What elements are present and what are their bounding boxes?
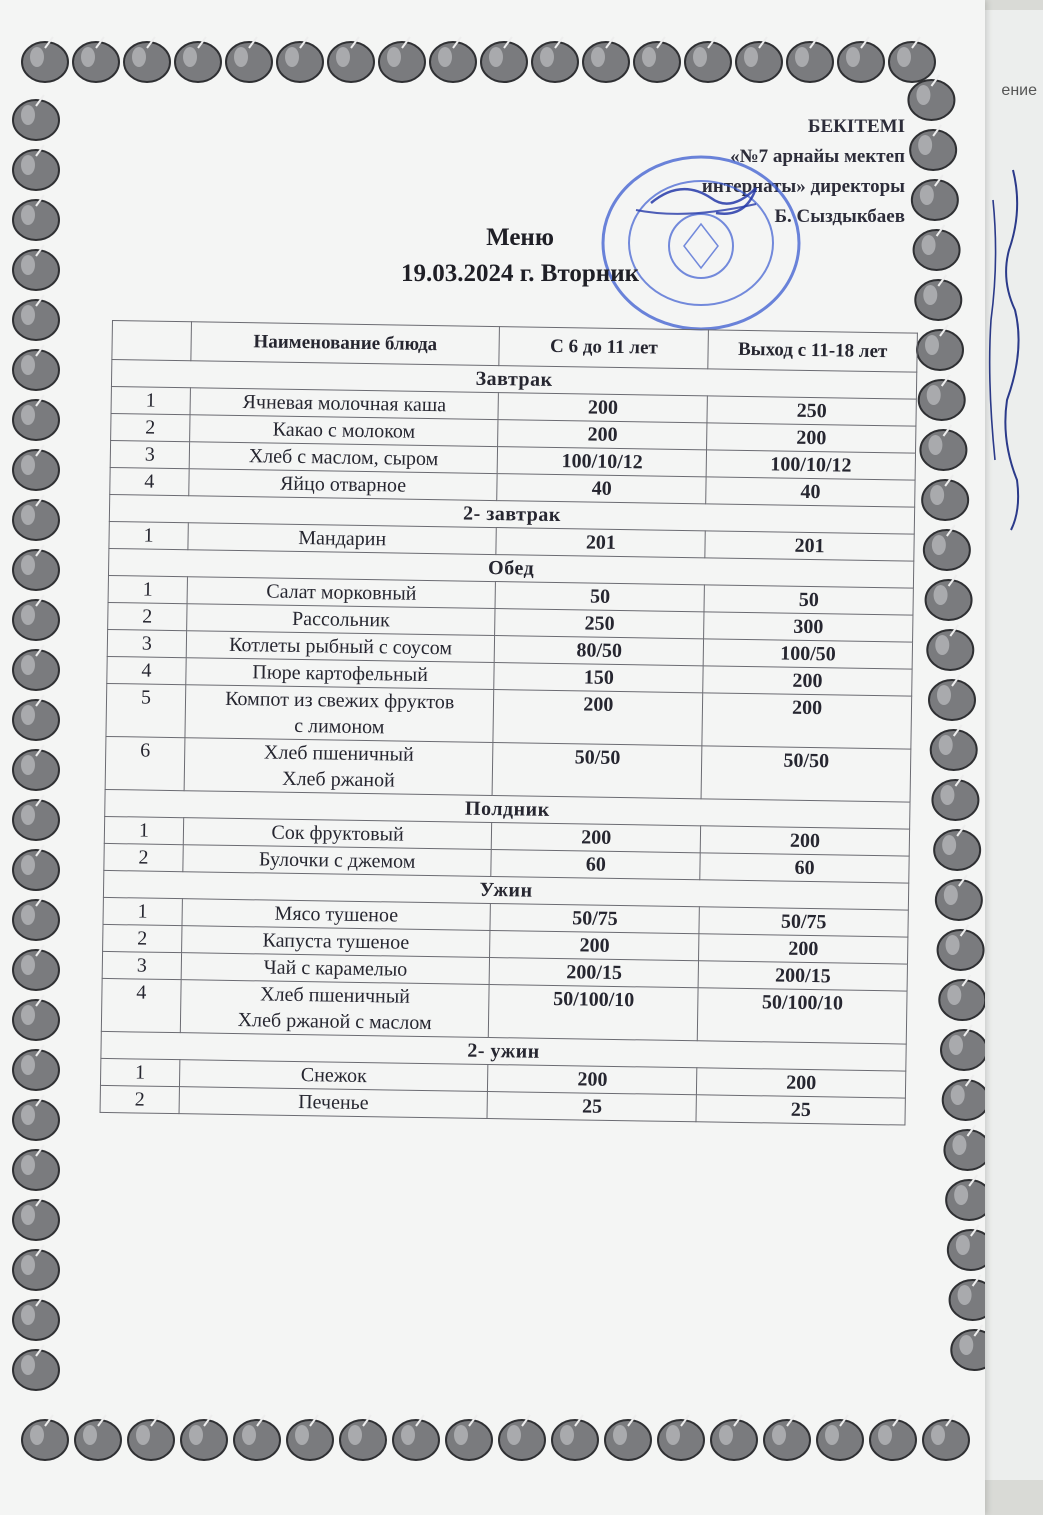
apple-icon — [936, 875, 982, 920]
apple-icon — [583, 37, 629, 82]
portion-11-18: 200/15 — [698, 961, 907, 991]
header-age-6-11: С 6 до 11 лет — [499, 327, 708, 369]
apple-icon — [946, 1175, 985, 1220]
apple-icon — [926, 575, 972, 620]
portion-6-11: 200/15 — [490, 958, 699, 988]
portion-11-18: 100/50 — [703, 639, 912, 669]
apple-icon — [870, 1415, 916, 1460]
row-number: 3 — [110, 440, 189, 468]
apple-icon — [764, 1415, 810, 1460]
apple-icon — [912, 175, 958, 220]
dish-name: Булочки с джемом — [183, 845, 492, 877]
portion-11-18: 50 — [704, 585, 913, 615]
apple-icon — [13, 1045, 59, 1090]
apple-icon — [181, 1415, 227, 1460]
portion-6-11: 40 — [497, 474, 706, 504]
apple-icon — [950, 1275, 985, 1320]
apple-icon — [13, 995, 59, 1040]
apple-icon — [287, 1415, 333, 1460]
apple-icon — [948, 1225, 985, 1270]
section-title: 2- ужин — [101, 1031, 906, 1071]
header-dish-name: Наименование блюда — [191, 322, 500, 366]
apple-icon — [889, 37, 935, 82]
row-number: 2 — [103, 924, 182, 952]
apple-icon — [13, 795, 59, 840]
portion-6-11: 60 — [491, 850, 700, 880]
apple-icon — [13, 845, 59, 890]
apple-icon — [13, 1295, 59, 1340]
section-title: Ужин — [103, 870, 908, 910]
apple-icon — [124, 37, 170, 82]
portion-6-11: 150 — [494, 663, 703, 693]
portion-11-18: 200 — [707, 423, 916, 453]
apple-icon — [13, 945, 59, 990]
portion-6-11: 200 — [490, 931, 699, 961]
apple-icon — [379, 37, 425, 82]
apple-icon — [939, 975, 985, 1020]
apple-icon — [658, 1415, 704, 1460]
portion-11-18: 300 — [704, 612, 913, 642]
apple-icon — [919, 375, 965, 420]
apple-icon — [943, 1075, 985, 1120]
row-number: 5 — [106, 683, 186, 737]
portion-6-11: 50/100/10 — [489, 985, 699, 1041]
apple-icon — [499, 1415, 545, 1460]
apple-icon — [13, 345, 59, 390]
adjacent-sheet-text: ение — [1001, 82, 1037, 99]
apple-icon — [13, 145, 59, 190]
portion-11-18: 25 — [696, 1095, 905, 1125]
apple-icon — [13, 1345, 59, 1390]
approval-line-4: Б. Сыздыкбаев — [774, 206, 905, 227]
portion-6-11: 250 — [495, 609, 704, 639]
apple-icon — [175, 37, 221, 82]
dish-name-line-2: с лимоном — [294, 714, 385, 739]
row-number: 1 — [111, 386, 190, 414]
apple-icon — [934, 825, 980, 870]
section-title: Обед — [108, 548, 913, 588]
dish-name: Салат морковный — [187, 577, 496, 609]
apple-icon — [910, 125, 956, 170]
apple-icon — [226, 37, 272, 82]
apple-icon — [13, 95, 59, 140]
row-number: 2 — [111, 413, 190, 441]
apple-icon — [13, 1195, 59, 1240]
portion-11-18: 40 — [706, 477, 915, 507]
apple-icon — [711, 1415, 757, 1460]
apple-icon — [932, 775, 978, 820]
apple-icon — [924, 525, 970, 570]
dish-name: Чай с карамелыо — [181, 953, 490, 985]
apple-icon — [605, 1415, 651, 1460]
portion-11-18: 200 — [700, 826, 909, 856]
apple-icon — [920, 425, 966, 470]
apple-icon — [13, 395, 59, 440]
row-number: 2 — [100, 1085, 179, 1113]
portion-6-11: 200 — [498, 420, 707, 450]
apple-icon — [73, 37, 119, 82]
apple-icon — [13, 1145, 59, 1190]
dish-name-line-1: Компот из свежих фруктов — [225, 687, 455, 714]
portion-6-11: 50 — [495, 582, 704, 612]
apple-icon — [951, 1325, 985, 1370]
row-number: 6 — [105, 736, 185, 790]
apple-icon — [931, 725, 977, 770]
portion-11-18: 60 — [700, 853, 909, 883]
portion-11-18: 100/10/12 — [706, 450, 915, 480]
apple-icon — [340, 1415, 386, 1460]
row-number: 2 — [104, 843, 183, 871]
apple-icon — [685, 37, 731, 82]
apple-icon — [13, 295, 59, 340]
row-number: 4 — [107, 656, 186, 684]
section-title: Полдник — [105, 789, 910, 829]
dish-name: Яйцо отварное — [189, 469, 498, 501]
apple-icon — [838, 37, 884, 82]
apple-icon — [13, 745, 59, 790]
portion-6-11: 50/50 — [493, 743, 703, 799]
dish-name: Ячневая молочная каша — [190, 388, 499, 420]
apple-icon — [393, 1415, 439, 1460]
portion-6-11: 200 — [492, 823, 701, 853]
section-title: Завтрак — [111, 360, 916, 400]
row-number: 1 — [109, 521, 188, 549]
dish-name: Мандарин — [188, 523, 497, 555]
dish-name-line-1: Хлеб пшеничный — [260, 983, 411, 1008]
portion-11-18: 50/100/10 — [697, 988, 907, 1044]
dish-name: Рассольник — [186, 604, 495, 636]
apple-icon — [234, 1415, 280, 1460]
dish-name-line-2: Хлеб ржаной с маслом — [237, 1009, 432, 1035]
portion-11-18: 200 — [703, 666, 912, 696]
apple-icon — [944, 1125, 985, 1170]
apple-icon — [938, 925, 984, 970]
apple-icon — [532, 37, 578, 82]
header-age-11-18: Выход с 11-18 лет — [708, 330, 917, 372]
portion-6-11: 200 — [498, 393, 707, 423]
apple-icon — [927, 625, 973, 670]
portion-11-18: 201 — [705, 531, 914, 561]
apple-icon — [736, 37, 782, 82]
row-number: 4 — [101, 978, 181, 1032]
apple-icon — [908, 75, 954, 120]
portion-11-18: 200 — [697, 1068, 906, 1098]
apple-icon — [13, 445, 59, 490]
apple-icon — [128, 1415, 174, 1460]
dish-name-line-2: Хлеб ржаной — [282, 767, 395, 792]
apple-icon — [917, 325, 963, 370]
apple-icon — [787, 37, 833, 82]
portion-11-18: 50/75 — [699, 907, 908, 937]
apple-icon — [13, 695, 59, 740]
row-number: 2 — [108, 602, 187, 630]
portion-6-11: 201 — [496, 528, 705, 558]
apple-icon — [13, 595, 59, 640]
approval-line-1: БЕКІТЕМІ — [807, 116, 905, 137]
dish-name-line-1: Хлеб пшеничный — [263, 741, 414, 766]
apple-icon — [75, 1415, 121, 1460]
row-number: 3 — [107, 629, 186, 657]
portion-6-11: 200 — [493, 690, 703, 746]
portion-11-18: 250 — [707, 396, 916, 426]
apple-icon — [328, 37, 374, 82]
apple-icon — [277, 37, 323, 82]
dish-name: Хлеб с маслом, сыром — [189, 442, 498, 474]
menu-table — [100, 320, 918, 1126]
approval-line-2: «№7 арнайы мектеп — [730, 146, 905, 167]
apple-icon — [13, 895, 59, 940]
apple-icon — [923, 1415, 969, 1460]
portion-6-11: 80/50 — [495, 636, 704, 666]
approval-line-3: интернаты» директоры — [701, 176, 905, 197]
dish-name — [185, 685, 494, 743]
dish-name — [180, 980, 489, 1038]
apple-icon — [430, 37, 476, 82]
dish-name: Котлеты рыбный с соусом — [186, 631, 495, 663]
dish-name: Пюре картофельный — [186, 658, 495, 690]
apple-icon — [817, 1415, 863, 1460]
dish-name — [184, 738, 493, 796]
apple-icon — [929, 675, 975, 720]
apple-icon — [446, 1415, 492, 1460]
dish-name: Капуста тушеное — [181, 926, 490, 958]
portion-11-18: 200 — [702, 693, 912, 749]
apple-icon — [13, 645, 59, 690]
portion-6-11: 200 — [488, 1065, 697, 1095]
row-number: 3 — [102, 951, 181, 979]
dish-name: Какао с молоком — [189, 415, 498, 447]
apple-icon — [552, 1415, 598, 1460]
menu-date: 19.03.2024 г. Вторник — [400, 260, 640, 287]
apple-icon — [13, 1095, 59, 1140]
apple-icon — [941, 1025, 985, 1070]
row-number: 1 — [108, 575, 187, 603]
portion-6-11: 25 — [487, 1091, 696, 1121]
apple-icon — [481, 37, 527, 82]
row-number: 1 — [103, 897, 182, 925]
section-title: 2- завтрак — [109, 494, 914, 534]
apple-icon — [13, 545, 59, 590]
dish-name: Печенье — [179, 1087, 488, 1119]
dish-name: Сок фруктовый — [183, 818, 492, 850]
row-number: 1 — [100, 1058, 179, 1086]
row-number: 4 — [110, 467, 189, 495]
apple-icon — [13, 1245, 59, 1290]
apple-icon — [922, 475, 968, 520]
apple-icon — [634, 37, 680, 82]
apple-icon — [22, 37, 68, 82]
dish-name: Мясо тушеное — [182, 899, 491, 931]
header-number — [112, 321, 191, 361]
apple-icon — [22, 1415, 68, 1460]
portion-11-18: 50/50 — [701, 746, 911, 802]
portion-6-11: 50/75 — [490, 904, 699, 934]
row-number: 1 — [104, 816, 183, 844]
apple-icon — [13, 495, 59, 540]
portion-6-11: 100/10/12 — [498, 447, 707, 477]
portion-11-18: 200 — [699, 934, 908, 964]
page-title: Меню — [486, 224, 554, 251]
dish-name: Снежок — [179, 1060, 488, 1092]
